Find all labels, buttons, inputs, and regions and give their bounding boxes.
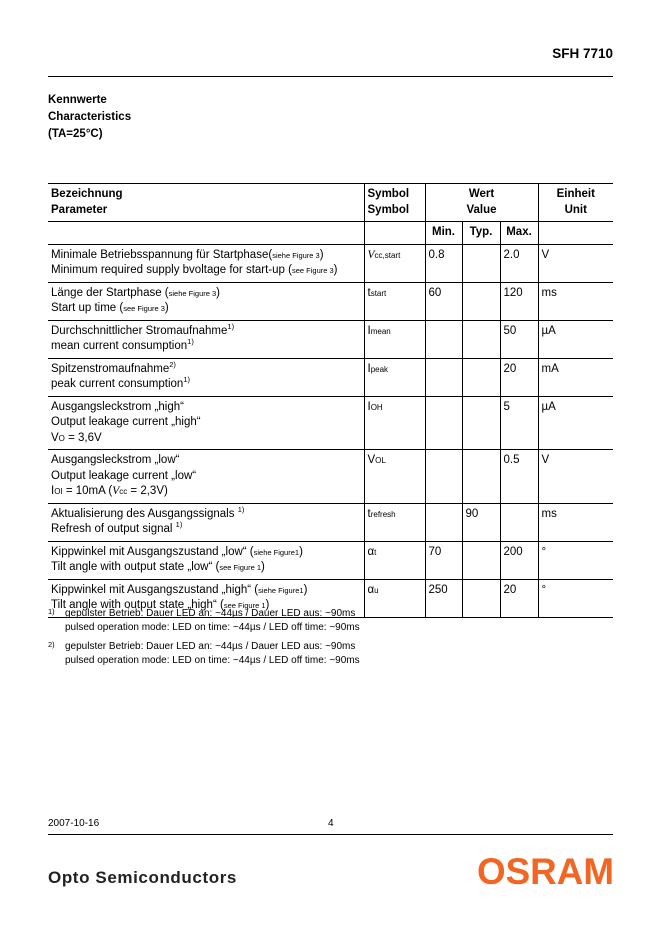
figure-ref: see Figure 1 bbox=[219, 563, 262, 572]
parameter-en bbox=[51, 415, 361, 431]
parameter-de bbox=[51, 545, 361, 561]
symbol-subscript: OH bbox=[370, 402, 383, 412]
parameter-en bbox=[51, 560, 361, 576]
max-cell: 20 bbox=[500, 358, 538, 396]
parameter-cell bbox=[48, 244, 364, 282]
section-heading bbox=[48, 92, 131, 143]
text: Minimale Betriebsspannung für Startphase( bbox=[51, 248, 273, 261]
parameter-en bbox=[51, 301, 361, 317]
figure-ref: siehe Figure 3 bbox=[168, 288, 217, 298]
text: ) bbox=[265, 599, 270, 611]
min-cell: 70 bbox=[425, 541, 462, 579]
footnote-ref: 1) bbox=[187, 337, 194, 347]
footnote-mark: 2) bbox=[48, 640, 55, 649]
parameter-en bbox=[51, 377, 361, 393]
heading-condition: (TA=25°C) bbox=[48, 128, 103, 140]
text: Refresh of output signal bbox=[51, 523, 176, 535]
min-cell: 0.8 bbox=[425, 244, 462, 282]
parameter-cell bbox=[48, 450, 364, 504]
header-value bbox=[425, 184, 538, 222]
subheader-empty bbox=[48, 222, 364, 245]
text: Länge der Startphase ( bbox=[51, 286, 169, 299]
figure-ref: see Figure 3 bbox=[123, 304, 165, 313]
table-row bbox=[48, 320, 613, 358]
symbol: t bbox=[367, 507, 371, 520]
table-subheader-row bbox=[48, 222, 613, 245]
parameter-cell bbox=[48, 358, 364, 396]
max-cell: 200 bbox=[500, 541, 538, 579]
parameter-cell bbox=[48, 503, 364, 541]
text: Kippwinkel mit Ausgangszustand „high“ ( bbox=[51, 583, 259, 596]
parameter-cell bbox=[48, 282, 364, 320]
text: ) bbox=[303, 583, 308, 596]
subheader-empty bbox=[364, 222, 425, 245]
table-row bbox=[48, 396, 613, 450]
parameter-de bbox=[51, 453, 361, 469]
footnote-ref: 1) bbox=[237, 504, 245, 514]
text: I bbox=[51, 485, 55, 497]
text: ) bbox=[299, 545, 303, 558]
figure-ref: siehe Figure 3 bbox=[272, 250, 320, 260]
subscript: O bbox=[58, 433, 65, 443]
symbol-subscript: mean bbox=[370, 326, 391, 336]
footnotes bbox=[48, 607, 360, 673]
symbol: I bbox=[367, 400, 371, 413]
header-unit-en: Unit bbox=[564, 203, 587, 216]
symbol-italic: V bbox=[112, 485, 120, 497]
parameter-en bbox=[51, 339, 361, 355]
footnote-de: gepulster Betrieb: Dauer LED an: ~44µs / Dauer LED aus: ~90ms bbox=[65, 641, 356, 652]
symbol: I bbox=[367, 324, 371, 337]
subscript: cc bbox=[119, 487, 128, 496]
max-cell: 2.0 bbox=[500, 244, 538, 282]
header-sym-de: Symbol bbox=[367, 188, 410, 200]
min-cell bbox=[425, 450, 462, 504]
parameter-en bbox=[51, 522, 361, 538]
table-row bbox=[48, 450, 613, 504]
max-cell bbox=[500, 503, 538, 541]
parameter-de bbox=[51, 359, 361, 378]
footer-tagline: Opto Semiconductors bbox=[48, 868, 237, 887]
unit-cell: µA bbox=[538, 320, 613, 358]
text: mean current consumption bbox=[51, 340, 188, 352]
text: = 2,3V) bbox=[127, 485, 168, 497]
max-cell: 5 bbox=[500, 396, 538, 450]
parameter-de bbox=[51, 583, 361, 599]
typ-cell bbox=[462, 541, 500, 579]
document-id: SFH 7710 bbox=[552, 46, 613, 61]
parameter-cell bbox=[48, 541, 364, 579]
footnote-ref: 2) bbox=[169, 359, 176, 369]
unit-cell: mA bbox=[538, 358, 613, 396]
symbol: α bbox=[367, 583, 375, 596]
subscript: OI bbox=[54, 487, 63, 496]
table-row bbox=[48, 244, 613, 282]
symbol-subscript: t bbox=[374, 547, 377, 557]
text: Output leakage current „high“ bbox=[51, 416, 201, 428]
top-rule bbox=[48, 76, 613, 77]
text: Aktualisierung des Ausgangssignals bbox=[51, 507, 238, 520]
text: Start up time ( bbox=[51, 302, 124, 314]
symbol-cell bbox=[364, 579, 425, 617]
min-cell bbox=[425, 503, 462, 541]
parameter-condition bbox=[51, 431, 361, 447]
unit-cell: µA bbox=[538, 396, 613, 450]
header-unit-de: Einheit bbox=[556, 188, 595, 200]
parameter-cell bbox=[48, 320, 364, 358]
footer-date: 2007-10-16 bbox=[48, 818, 100, 829]
typ-cell bbox=[462, 450, 500, 504]
header-val-de: Wert bbox=[468, 188, 495, 200]
unit-cell: V bbox=[538, 244, 613, 282]
footnote-ref: 1) bbox=[183, 375, 190, 385]
typ-cell bbox=[462, 579, 500, 617]
symbol-cell bbox=[364, 503, 425, 541]
parameter-de bbox=[51, 504, 361, 523]
symbol: V bbox=[367, 454, 376, 466]
header-unit bbox=[538, 184, 613, 222]
table-row bbox=[48, 282, 613, 320]
header-param-de: Bezeichnung bbox=[51, 188, 123, 200]
symbol-subscript: peak bbox=[370, 364, 389, 374]
text: Durchschnittlicher Stromaufnahme bbox=[51, 324, 228, 337]
symbol: α bbox=[367, 545, 375, 558]
max-cell: 50 bbox=[500, 320, 538, 358]
min-cell bbox=[425, 396, 462, 450]
footnote-en: pulsed operation mode: LED on time: ~44µs / LED off time: ~90ms bbox=[65, 621, 360, 633]
symbol-cell bbox=[364, 282, 425, 320]
heading-en: Characteristics bbox=[48, 111, 132, 123]
text: Tilt angle with output state „low“ ( bbox=[51, 561, 220, 573]
unit-cell: ms bbox=[538, 282, 613, 320]
text: Minimum required supply bvoltage for start-up ( bbox=[51, 264, 292, 276]
figure-ref: see Figure 1 bbox=[223, 601, 266, 610]
unit-cell: ° bbox=[538, 579, 613, 617]
unit-cell: ms bbox=[538, 503, 613, 541]
footnote bbox=[48, 607, 360, 634]
heading-de: Kennwerte bbox=[48, 94, 107, 106]
min-cell: 60 bbox=[425, 282, 462, 320]
text: Output leakage current „low“ bbox=[51, 469, 197, 482]
header-param-en: Parameter bbox=[51, 203, 108, 216]
typ-cell bbox=[462, 320, 500, 358]
symbol-cell bbox=[364, 450, 425, 504]
text: Spitzenstromaufnahme bbox=[51, 362, 170, 375]
osram-logo bbox=[477, 850, 614, 890]
logo-wordmark: OSRAM bbox=[477, 851, 614, 890]
characteristics-table bbox=[48, 183, 613, 618]
symbol-cell bbox=[364, 244, 425, 282]
text: ) bbox=[216, 286, 221, 299]
symbol-cell bbox=[364, 358, 425, 396]
text: Ausgangsleckstrom „high“ bbox=[51, 400, 184, 413]
text: ) bbox=[261, 561, 265, 573]
header-symbol bbox=[364, 184, 425, 222]
max-cell: 0.5 bbox=[500, 450, 538, 504]
symbol-subscript: cc,start bbox=[374, 250, 401, 260]
min-cell bbox=[425, 358, 462, 396]
header-parameter bbox=[48, 184, 364, 222]
text: Tilt angle with output state „high“ ( bbox=[51, 599, 224, 611]
text: = 3,6V bbox=[64, 431, 102, 444]
typ-cell: 90 bbox=[462, 503, 500, 541]
footnote-ref: 1) bbox=[227, 321, 235, 331]
subheader-max: Max. bbox=[500, 222, 538, 245]
text: V bbox=[51, 431, 59, 444]
subheader-typ: Typ. bbox=[462, 222, 500, 245]
text: = 10mA ( bbox=[62, 485, 113, 497]
symbol: V bbox=[367, 248, 375, 261]
table-header-row bbox=[48, 184, 613, 222]
parameter-condition bbox=[51, 484, 361, 500]
text: ) bbox=[319, 248, 324, 261]
footnote-en: pulsed operation mode: LED on time: ~44µs / LED off time: ~90ms bbox=[65, 654, 360, 666]
max-cell: 120 bbox=[500, 282, 538, 320]
unit-cell: V bbox=[538, 450, 613, 504]
parameter-de bbox=[51, 321, 361, 340]
max-cell: 20 bbox=[500, 579, 538, 617]
symbol-cell bbox=[364, 320, 425, 358]
text: Kippwinkel mit Ausgangszustand „low“ ( bbox=[51, 545, 254, 558]
symbol: I bbox=[367, 362, 371, 375]
table-row bbox=[48, 541, 613, 579]
header-val-en: Value bbox=[466, 203, 497, 216]
table-row bbox=[48, 503, 613, 541]
min-cell: 250 bbox=[425, 579, 462, 617]
subheader-min: Min. bbox=[425, 222, 462, 245]
parameter-de bbox=[51, 400, 361, 416]
text: ) bbox=[164, 302, 169, 314]
parameter-de bbox=[51, 286, 361, 302]
symbol-subscript: refresh bbox=[370, 509, 396, 519]
subheader-empty bbox=[538, 222, 613, 245]
header-sym-en: Symbol bbox=[367, 203, 410, 216]
parameter-en bbox=[51, 469, 361, 485]
parameter-cell bbox=[48, 396, 364, 450]
figure-ref: see Figure 3 bbox=[291, 266, 334, 275]
min-cell bbox=[425, 320, 462, 358]
footnote-mark: 1) bbox=[48, 607, 55, 616]
symbol-subscript: start bbox=[370, 288, 387, 298]
footnote bbox=[48, 640, 360, 667]
table-row bbox=[48, 358, 613, 396]
figure-ref: siehe Figure1 bbox=[258, 585, 304, 595]
parameter-en bbox=[51, 263, 361, 279]
typ-cell bbox=[462, 282, 500, 320]
typ-cell bbox=[462, 358, 500, 396]
symbol-subscript: u bbox=[374, 585, 379, 595]
symbol-subscript: OL bbox=[375, 456, 386, 465]
footnote-de: gepulster Betrieb: Dauer LED an: ~44µs / Dauer LED aus: ~90ms bbox=[65, 608, 356, 619]
text: Ausgangsleckstrom „low“ bbox=[51, 454, 180, 466]
bottom-rule bbox=[48, 834, 613, 835]
footnote-ref: 1) bbox=[175, 520, 183, 530]
typ-cell bbox=[462, 244, 500, 282]
parameter-de bbox=[51, 248, 361, 264]
text: ) bbox=[333, 264, 338, 276]
typ-cell bbox=[462, 396, 500, 450]
page-number: 4 bbox=[328, 818, 334, 829]
symbol: t bbox=[367, 286, 371, 299]
text: peak current consumption bbox=[51, 378, 184, 390]
symbol-cell bbox=[364, 396, 425, 450]
unit-cell: ° bbox=[538, 541, 613, 579]
symbol-cell bbox=[364, 541, 425, 579]
figure-ref: siehe Figure1 bbox=[253, 547, 300, 557]
